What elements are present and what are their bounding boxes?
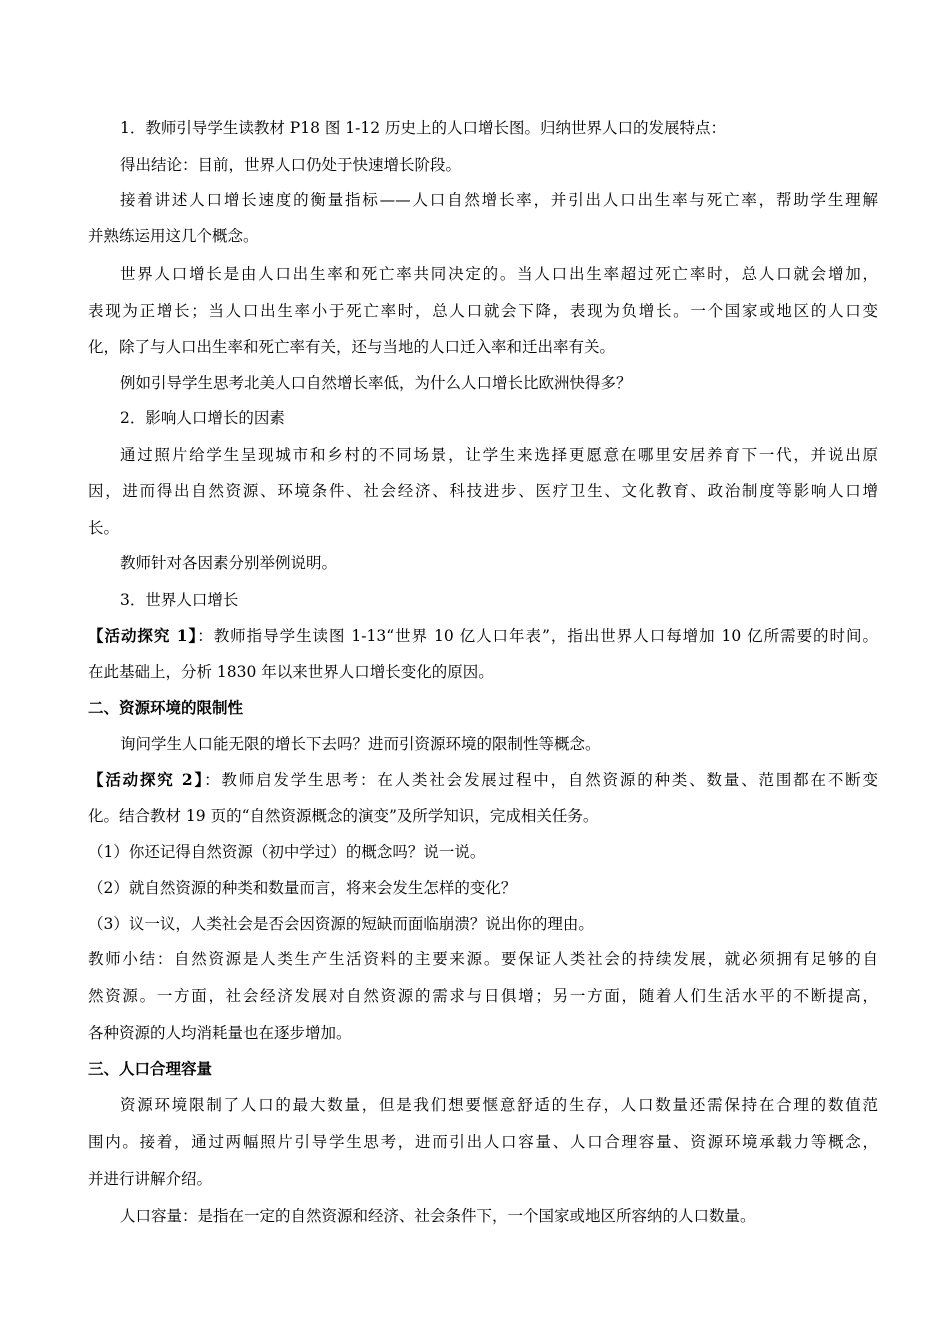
paragraph-3-line-1: 接着讲述人口增长速度的衡量指标——人口自然增长率，并引出人口出生率与死亡率，帮助学生理解 — [120, 191, 878, 209]
paragraph-11: 询问学生人口能无限的增长下去吗？进而引资源环境的限制性等概念。 — [120, 735, 601, 753]
paragraph-13-line-3: 并进行讲解介绍。 — [88, 1170, 213, 1188]
summary-line-3: 各种资源的人均消耗量也在逐步增加。 — [88, 1024, 352, 1042]
paragraph-5: 例如引导学生思考北美人口自然增长率低，为什么人口增长比欧洲快得多？ — [120, 374, 632, 392]
question-1: （1）你还记得自然资源（初中学过）的概念吗？说一说。 — [88, 843, 486, 861]
activity-2-line-2: 化。结合教材 19 页的“自然资源概念的演变”及所学知识，完成相关任务。 — [88, 807, 599, 825]
heading-population-capacity: 三、人口合理容量 — [88, 1059, 213, 1078]
activity-1-line-1 — [88, 626, 878, 646]
paragraph-8: 教师针对各因素分别举例说明。 — [120, 554, 338, 572]
section-heading-3: 3．世界人口增长 — [120, 591, 239, 609]
activity-2-text: ：教师启发学生思考：在人类社会发展过程中，自然资源的种类、数量、范围都在不断变 — [204, 771, 878, 789]
paragraph-conclusion: 得出结论：目前，世界人口仍处于快速增长阶段。 — [120, 156, 462, 174]
paragraph-4-line-3: 化，除了与人口出生率和死亡率有关，还与当地的人口迁入率和迁出率有关。 — [88, 338, 616, 356]
question-3: （3）议一议，人类社会是否会因资源的短缺而面临崩溃？说出你的理由。 — [88, 915, 594, 933]
paragraph-13-line-1: 资源环境限制了人口的最大数量，但是我们想要惬意舒适的生存，人口数量还需保持在合理的数值范 — [120, 1096, 878, 1114]
summary-line-1: 教师小结：自然资源是人类生产生活资料的主要来源。要保证人类社会的持续发展，就必须拥有足够的自 — [88, 950, 878, 968]
activity-2-label: 【活动探究 2】 — [88, 770, 205, 789]
paragraph-7-line-2: 因，进而得出自然资源、环境条件、社会经济、科技进步、医疗卫生、文化教育、政治制度等影响人口增 — [88, 482, 878, 500]
paragraph-4-line-1: 世界人口增长是由人口出生率和死亡率共同决定的。当人口出生率超过死亡率时，总人口就会增加， — [120, 265, 878, 283]
activity-1-line-2: 在此基础上，分析 1830 年以来世界人口增长变化的原因。 — [88, 663, 494, 681]
activity-2-line-1 — [88, 770, 878, 790]
section-heading-2: 2．影响人口增长的因素 — [120, 409, 285, 427]
paragraph-7-line-1: 通过照片给学生呈现城市和乡村的不同场景，让学生来选择更愿意在哪里安居养育下一代，并说出原 — [120, 446, 878, 464]
summary-line-2: 然资源。一方面，社会经济发展对自然资源的需求与日俱增；另一方面，随着人们生活水平的不断提高， — [88, 987, 878, 1005]
paragraph-1: 1．教师引导学生读教材 P18 图 1-12 历史上的人口增长图。归纳世界人口的发展特点： — [120, 119, 727, 137]
activity-1-label: 【活动探究 1】 — [88, 626, 198, 645]
paragraph-13-line-2: 围内。接着，通过两幅照片引导学生思考，进而引出人口容量、人口合理容量、资源环境承载力等概念， — [88, 1133, 878, 1151]
paragraph-7-line-3: 长。 — [88, 519, 120, 537]
paragraph-3-line-2: 并熟练运用这几个概念。 — [88, 227, 259, 245]
activity-1-text: ：教师指导学生读图 1-13“世界 10 亿人口年表”，指出世界人口每增加 10 亿所需要的时间。 — [197, 627, 878, 645]
paragraph-4-line-2: 表现为正增长；当人口出生率小于死亡率时，总人口就会下降，表现为负增长。一个国家或地区的人口变 — [88, 302, 878, 320]
paragraph-14: 人口容量：是指在一定的自然资源和经济、社会条件下，一个国家或地区所容纳的人口数量。 — [120, 1207, 756, 1225]
question-2: （2）就自然资源的种类和数量而言，将来会发生怎样的变化？ — [88, 879, 517, 897]
heading-resource-limits: 二、资源环境的限制性 — [88, 698, 244, 717]
